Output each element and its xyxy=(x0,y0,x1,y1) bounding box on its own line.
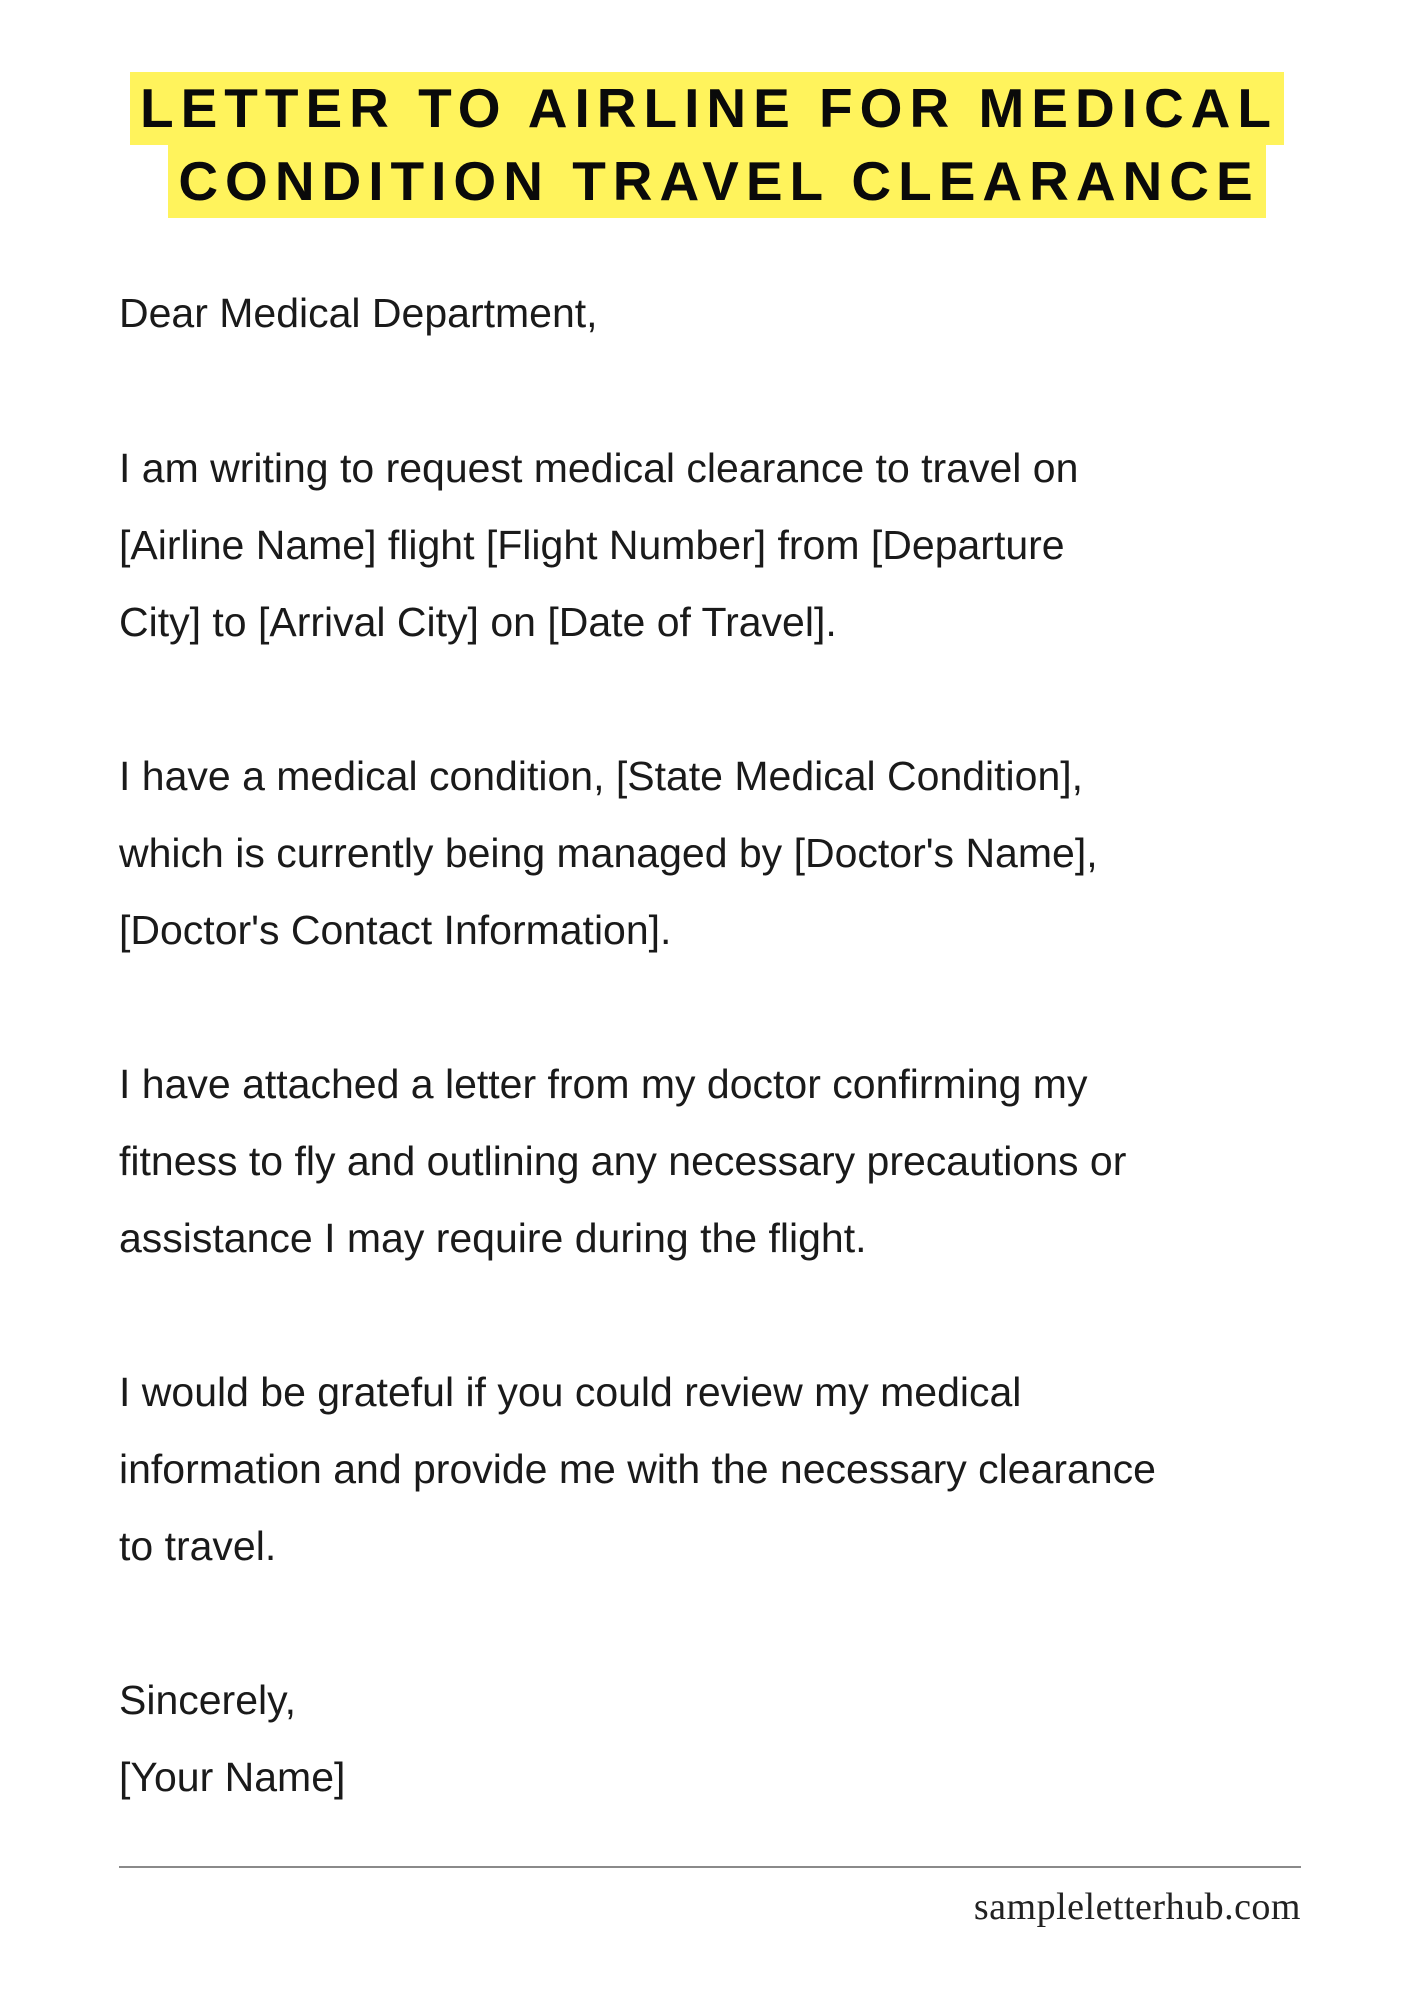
title-line-2: CONDITION TRAVEL CLEARANCE xyxy=(168,145,1265,218)
paragraph-line: City] to [Arrival City] on [Date of Travel]. xyxy=(119,599,837,645)
paragraph-line: [Doctor's Contact Information]. xyxy=(119,907,672,953)
paragraph-request-review xyxy=(119,1354,1359,1585)
signature-placeholder: [Your Name] xyxy=(119,1754,346,1800)
paragraph-line: I would be grateful if you could review my medical xyxy=(119,1369,1022,1415)
paragraph-line: I have a medical condition, [State Medical Condition], xyxy=(119,753,1084,799)
paragraph-line: to travel. xyxy=(119,1523,277,1569)
paragraph-attachment xyxy=(119,1046,1359,1277)
salutation xyxy=(119,275,1359,352)
salutation-text: Dear Medical Department, xyxy=(119,290,598,336)
paragraph-request xyxy=(119,430,1359,661)
closing-block xyxy=(119,1662,1359,1816)
paragraph-line: assistance I may require during the flight. xyxy=(119,1215,867,1261)
paragraph-line: [Airline Name] flight [Flight Number] from [Departure xyxy=(119,522,1065,568)
footer-website: sampleletterhub.com xyxy=(973,1886,1301,1928)
paragraph-line: information and provide me with the necessary clearance xyxy=(119,1446,1156,1492)
paragraph-line: fitness to fly and outlining any necessary precautions or xyxy=(119,1138,1127,1184)
page-title xyxy=(0,72,1414,218)
paragraph-line: which is currently being managed by [Doctor's Name], xyxy=(119,830,1098,876)
footer-divider xyxy=(119,1866,1301,1868)
closing-text: Sincerely, xyxy=(119,1677,296,1723)
title-line-1: LETTER TO AIRLINE FOR MEDICAL xyxy=(130,72,1284,145)
paragraph-line: I am writing to request medical clearance to travel on xyxy=(119,445,1079,491)
paragraph-line: I have attached a letter from my doctor confirming my xyxy=(119,1061,1088,1107)
paragraph-condition xyxy=(119,738,1359,969)
